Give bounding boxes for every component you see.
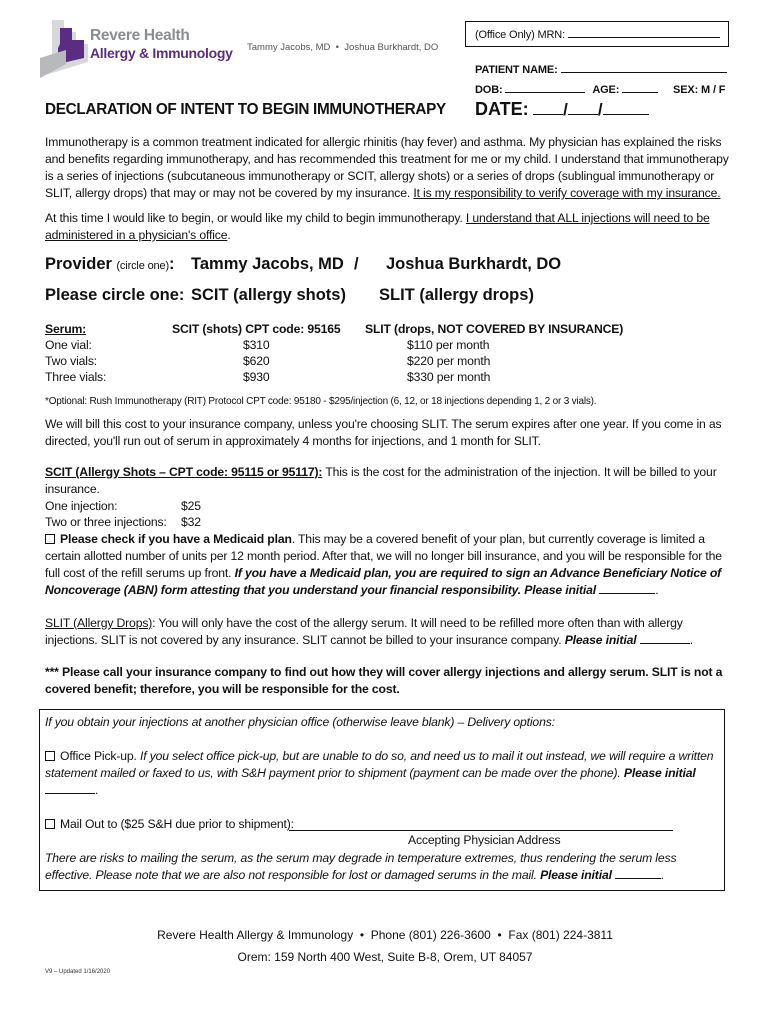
age-label: AGE:: [592, 84, 620, 96]
date-month-blank[interactable]: [533, 103, 563, 115]
table-row-scit: $930: [243, 370, 270, 384]
slit-initial-blank[interactable]: [640, 632, 690, 644]
provider-hint: (circle one): [116, 260, 170, 272]
mailout-label: Mail Out to ($25 S&H due prior to shipment):: [60, 817, 294, 831]
physician-address-line[interactable]: [289, 830, 673, 831]
begin-underlined: I understand that ALL injections will need to be administered in a physician's office: [45, 211, 710, 242]
table-row-label: One vial:: [45, 338, 92, 352]
provider-label: Provider: [45, 255, 112, 273]
sex-label[interactable]: SEX: M / F: [673, 84, 726, 96]
table-row-scit: $620: [243, 354, 270, 368]
pickup-label: Office Pick-up.: [60, 749, 137, 763]
scit-heading: SCIT (Allergy Shots – CPT code: 95115 or 95117):: [45, 465, 323, 479]
medicaid-checkbox[interactable]: [45, 534, 55, 544]
age-blank[interactable]: [622, 81, 658, 93]
medicaid-text: . This may be a covered benefit of your plan, but currently coverage is limited a certain allotted number of units per 12 month period. After that, we will no longer bill insurance, and you will be responsible for the full cost of the refill serums up front.: [45, 532, 722, 580]
risk-text: There are risks to mailing the serum, as the serum may degrade in temperature extremes, thus rendering the serum less effective. Please note that we are also not responsible for lost or damaged serums in the mail.: [45, 851, 677, 882]
intro-responsibility: It is my responsibility to verify coverage with my insurance.: [413, 186, 721, 200]
provider-option-burkhardt[interactable]: Joshua Burkhardt, DO: [386, 255, 562, 273]
slit-end: .: [689, 633, 693, 647]
table-row-scit: $310: [243, 338, 270, 352]
insurance-notice: *** Please call your insurance company to find out how they will cover allergy injections and allergy serum. SLIT is not a covered benefit; therefore, you will be responsible for the cost.: [45, 665, 723, 696]
provider-separator: /: [354, 255, 359, 273]
scit-cpt-header: SCIT (shots) CPT code: 95165: [172, 322, 341, 336]
option-slit[interactable]: SLIT (allergy drops): [379, 286, 534, 304]
logo-mark-icon: [38, 18, 88, 80]
scit-two-label: Two or three injections:: [45, 515, 167, 529]
scit-section: [45, 464, 735, 498]
medicaid-abn-text: If you have a Medicaid plan, you are required to sign an Advance Beneficiary Notice of Noncoverage (ABN) form attesting that you understand your financial responsibility. Please initial: [45, 566, 722, 597]
serum-table: [45, 321, 705, 387]
medicaid-initial-blank[interactable]: [599, 582, 655, 594]
pickup-initial-label: Please initial: [623, 766, 696, 780]
date-year-blank[interactable]: [603, 103, 649, 115]
table-row-label: Two vials:: [45, 354, 98, 368]
patient-name-label: PATIENT NAME:: [475, 64, 558, 76]
logo-line2: Allergy & Immunology: [90, 45, 233, 61]
table-row-slit: $220 per month: [407, 354, 491, 368]
logo: [38, 18, 238, 80]
medicaid-end: .: [655, 583, 659, 597]
medicaid-paragraph: [45, 531, 735, 599]
date-label: DATE:: [475, 99, 529, 119]
slit-initial-label: Please initial: [564, 633, 637, 647]
footer-address: Orem: 159 North 400 West, Suite B-8, Orem, UT 84057: [237, 950, 533, 964]
patient-name-blank[interactable]: [561, 61, 727, 73]
risk-initial-blank[interactable]: [615, 867, 661, 879]
rush-optional-note: *Optional: Rush Immunotherapy (RIT) Protocol CPT code: 95180 - $295/injection (6, 12, or 18 injections depending 1, 2 or 3 vials).: [45, 396, 597, 407]
footer-contact: Revere Health Allergy & Immunology • Phone (801) 226-3600 • Fax (801) 224-3811: [157, 928, 613, 942]
mailout-option: [45, 816, 294, 833]
pickup-option: [45, 748, 715, 799]
billing-paragraph: We will bill this cost to your insurance company, unless you're choosing SLIT. The serum expires after one year. If you come in as directed, you'll run out of serum in approximately 4 months for injections, and 1 month for SLIT.: [45, 417, 722, 448]
intro-text: Immunotherapy is a common treatment indicated for allergic rhinitis (hay fever) and asthma. My physician has explained the risks and benefits regarding immunotherapy, and has recommended this treatment for me or my child. I understand that immunotherapy is a series of injections (subcutaneous immunotherapy or SCIT, allergy shots) or a series of drops (sublingual immunotherapy or SLIT, allergy drops) that may or may not be covered by my insurance.: [45, 135, 729, 200]
slit-section: [45, 615, 735, 649]
scit-two-price: $32: [181, 515, 201, 529]
provider-row: [45, 255, 175, 275]
table-row-slit: $110 per month: [407, 338, 490, 352]
patient-name-field[interactable]: [475, 61, 727, 79]
logo-line1: Revere Health: [90, 27, 190, 44]
mailout-checkbox[interactable]: [45, 819, 55, 829]
date-slash: /: [563, 100, 568, 119]
mrn-blank[interactable]: [568, 26, 720, 38]
scit-one-price: $25: [181, 499, 201, 513]
mrn-label: (Office Only) MRN:: [475, 29, 565, 41]
begin-text: At this time I would like to begin, or would like my child to begin immunotherapy.: [45, 211, 463, 225]
header-providers: Tammy Jacobs, MD • Joshua Burkhardt, DO: [247, 42, 439, 53]
dob-blank[interactable]: [505, 81, 585, 93]
intro-paragraph: [45, 134, 735, 202]
dob-row: [475, 81, 725, 99]
slit-header: SLIT (drops, NOT COVERED BY INSURANCE): [365, 322, 624, 336]
pickup-checkbox[interactable]: [45, 751, 55, 761]
risk-end: .: [661, 868, 665, 882]
date-field[interactable]: [475, 99, 649, 120]
begin-end: .: [227, 228, 231, 242]
slit-heading: SLIT (Allergy Drops): [45, 616, 153, 630]
dob-label: DOB:: [475, 84, 503, 96]
version-note: V9 – Updated 1/16/2020: [45, 969, 111, 975]
slit-text: : You will only have the cost of the allergy serum. It will need to be refilled more often than with allergy injections. SLIT is not covered by any insurance. SLIT cannot be billed to your insurance company.: [45, 616, 683, 647]
pickup-end: .: [95, 783, 99, 797]
delivery-intro: If you obtain your injections at another physician office (otherwise leave blank) – Delivery options:: [45, 715, 555, 729]
scit-text: This is the cost for the administration of the injection. It will be billed to your insurance.: [45, 465, 717, 496]
table-row-slit: $330 per month: [407, 370, 491, 384]
provider-colon: :: [169, 255, 175, 273]
table-row-label: Three vials:: [45, 370, 107, 384]
option-scit[interactable]: SCIT (allergy shots): [191, 286, 346, 304]
scit-one-label: One injection:: [45, 499, 118, 513]
pickup-text: If you select office pick-up, but are unable to do so, and need us to mail it out instead, we will require a written statement mailed or faxed to us, with S&H payment prior to shipment (payment can be made over the phone).: [45, 749, 714, 780]
circle-label: Please circle one:: [45, 286, 185, 304]
begin-paragraph: [45, 210, 735, 244]
mailing-risk-text: [45, 850, 715, 884]
provider-option-jacobs[interactable]: Tammy Jacobs, MD: [191, 255, 344, 273]
serum-header: Serum:: [45, 322, 87, 336]
date-day-blank[interactable]: [568, 103, 598, 115]
medicaid-bold: Please check if you have a Medicaid plan: [60, 532, 292, 546]
mrn-field[interactable]: [475, 26, 720, 44]
pickup-initial-blank[interactable]: [45, 782, 95, 794]
address-caption: Accepting Physician Address: [408, 833, 561, 847]
date-slash: /: [597, 100, 603, 119]
page-title: DECLARATION OF INTENT TO BEGIN IMMUNOTHERAPY: [45, 101, 446, 118]
risk-initial-label: Please initial: [540, 868, 612, 882]
